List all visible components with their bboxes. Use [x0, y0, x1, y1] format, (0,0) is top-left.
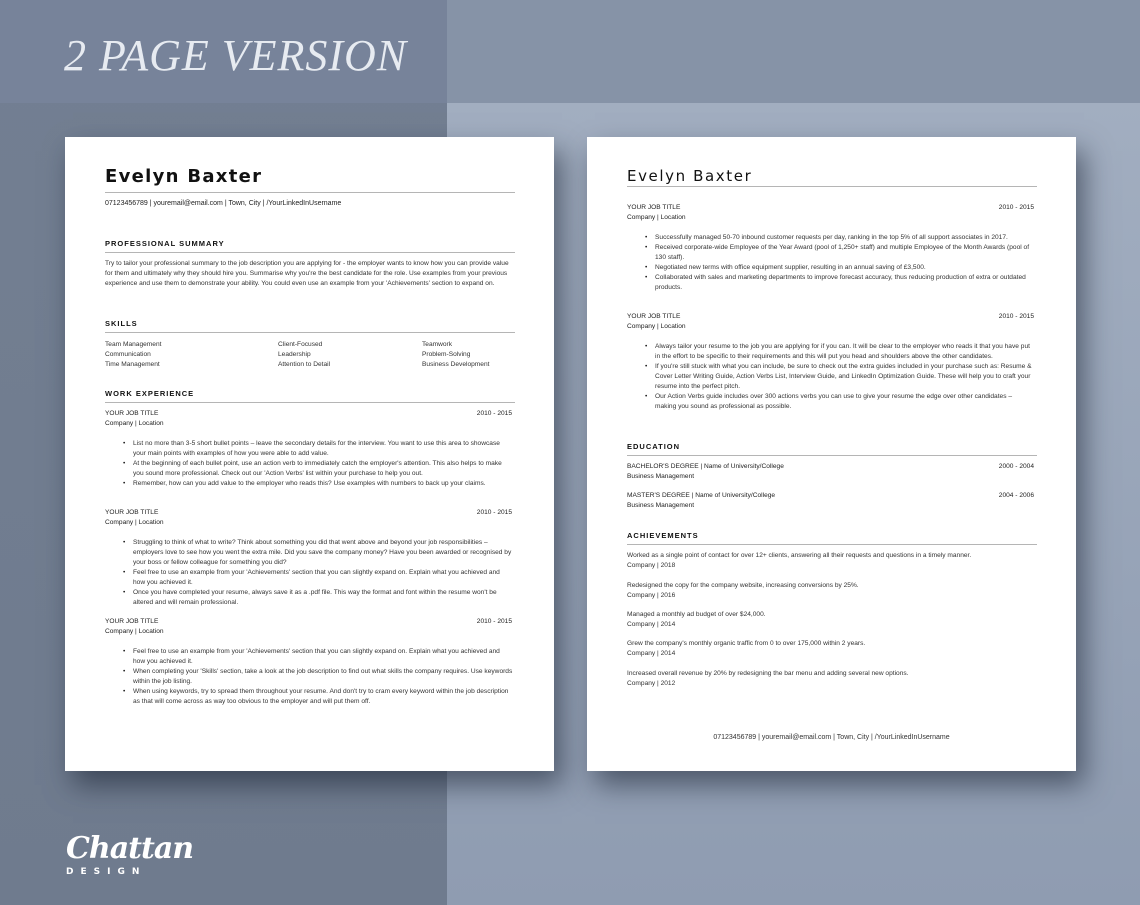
job-bullets [655, 342, 1035, 412]
job-title: YOUR JOB TITLE [105, 410, 159, 417]
bullet-item: • At the beginning of each bullet point, use an action verb to immediately catch the employer's attention. This also helps to make you sound more professional. Check out our 'Action Verbs' list within your purchase to help you out. [133, 459, 513, 479]
skill-item: Team Management [105, 341, 162, 348]
education-date: 2004 - 2006 [998, 492, 1034, 499]
skills-column [422, 340, 489, 370]
job-company: Company | Location [105, 519, 164, 526]
bullet-item: • Successfully managed 50-70 inbound customer requests per day, ranking in the top 5% of all support associates in 2017. [655, 233, 1035, 243]
achievement-meta: Company | 2014 [627, 650, 676, 657]
header-band-right [447, 0, 1140, 103]
section-title-achievements: ACHIEVEMENTS [627, 531, 699, 540]
bullet-item: • Once you have completed your resume, always save it as a .pdf file. This way the format and font within the resume won't be altered and will remain professional. [133, 588, 513, 608]
section-title-education: EDUCATION [627, 442, 681, 451]
bullet-item: • List no more than 3-5 short bullet points – leave the secondary details for the interview. You want to use this area to showcase your main points with examples of how you were able to add value. [133, 439, 513, 459]
job-title: YOUR JOB TITLE [105, 509, 159, 516]
bullet-item: • If you're still stuck with what you can include, be sure to check out the extra guides included in your purchase such as: Resume & Cover Letter Writing Guide, Action Verbs List, Interview Guide, and LinkedIn Optimization Guide. These will help you to craft your resume into the perfect pitch. [655, 362, 1035, 392]
achievement-text: Increased overall revenue by 20% by redesigning the bar menu and adding several new options. [627, 670, 909, 677]
bullet-item: • When completing your 'Skills' section, take a look at the job description to find out what skills the company requires. Use keywords within the job listing. [133, 667, 513, 687]
skill-item: Attention to Detail [278, 361, 331, 368]
achievement-text: Redesigned the copy for the company website, increasing conversions by 25%. [627, 582, 859, 589]
job-date: 2010 - 2015 [476, 410, 512, 417]
bullet-item: • Struggling to think of what to write? Think about something you did that went above and beyond your job responsibilities – employers love to see how you went the extra mile. Did you save the company money? Have you been awarded or recognised by your boss or fellow colleague for something you did? [133, 538, 513, 568]
bullet-item: • Remember, how can you add value to the employer who reads this? Use examples with numbers to back up your claims. [133, 479, 513, 489]
skill-item: Teamwork [422, 341, 453, 348]
job-company: Company | Location [105, 628, 164, 635]
bullet-item: • When using keywords, try to spread them throughout your resume. And don't try to cram every keyword within the job description as that will come across as way too obvious to the employer and will put them off. [133, 687, 513, 707]
job-title: YOUR JOB TITLE [627, 313, 681, 320]
achievement-meta: Company | 2014 [627, 621, 676, 628]
education-date: 2000 - 2004 [998, 463, 1034, 470]
achievement-text: Worked as a single point of contact for over 12+ clients, answering all their requests and questions in a timely manner. [627, 552, 972, 559]
achievement-text: Managed a monthly ad budget of over $24,000. [627, 611, 766, 618]
skill-item: Time Management [105, 361, 160, 368]
section-divider [627, 544, 1037, 545]
job-bullets [133, 647, 513, 707]
footer-contact-line: 07123456789 | youremail@email.com | Town, City | /YourLinkedInUsername [713, 734, 950, 741]
bullet-item: • Feel free to use an example from your 'Achievements' section that you can slightly expand on. Explain what you achieved and how you achieved it. [133, 647, 513, 667]
job-bullets [133, 538, 513, 608]
skill-item: Business Development [422, 361, 490, 368]
brand-subtitle: DESIGN [66, 867, 147, 877]
section-title-work: WORK EXPERIENCE [105, 389, 195, 398]
job-date: 2010 - 2015 [998, 313, 1034, 320]
achievement-text: Grew the company's monthly organic traffic from 0 to over 175,000 within 2 years. [627, 640, 866, 647]
education-field: Business Management [627, 502, 695, 509]
job-date: 2010 - 2015 [998, 204, 1034, 211]
bullet-item: • Negotiated new terms with office equipment supplier, resulting in an annual saving of £3,500. [655, 263, 1035, 273]
achievement-meta: Company | 2016 [627, 592, 676, 599]
job-title: YOUR JOB TITLE [105, 618, 159, 625]
job-bullets [133, 439, 513, 489]
skill-item: Problem-Solving [422, 351, 471, 358]
skill-item: Leadership [278, 351, 311, 358]
brand-script-text: Chattan [66, 831, 194, 866]
summary-text: Try to tailor your professional summary to the job description you are applying for - the employer wants to know how you can provide value for them and ultimately why they should hire you. Summarise why you're the best candidate for the role. Use examples from your previous experience and use them to demonstrate your ability. You could even use an example from your 'Achievements' section to expand on. [105, 260, 509, 287]
achievement-meta: Company | 2018 [627, 562, 676, 569]
skill-item: Client-Focused [278, 341, 323, 348]
name-divider [105, 192, 515, 193]
bullet-item: • Feel free to use an example from your 'Achievements' section that you can slightly expand on. Explain what you achieved and how you achieved it. [133, 568, 513, 588]
resume-page-2 [587, 137, 1076, 771]
contact-line: 07123456789 | youremail@email.com | Town, City | /YourLinkedInUsername [105, 200, 342, 207]
candidate-name: Evelyn Baxter [627, 167, 753, 185]
candidate-name: Evelyn Baxter [105, 166, 263, 187]
job-title: YOUR JOB TITLE [627, 204, 681, 211]
bullet-item: • Collaborated with sales and marketing departments to improve forecast accuracy, thus reducing production of extra or outdated products. [655, 273, 1035, 293]
job-date: 2010 - 2015 [476, 509, 512, 516]
education-degree: BACHELOR'S DEGREE | Name of University/College [627, 463, 784, 470]
education-field: Business Management [627, 473, 695, 480]
education-degree: MASTER'S DEGREE | Name of University/College [627, 492, 776, 499]
section-divider [105, 252, 515, 253]
job-company: Company | Location [627, 214, 686, 221]
section-divider [105, 402, 515, 403]
name-divider [627, 186, 1037, 187]
resume-page-1 [65, 137, 554, 771]
job-bullets [655, 233, 1035, 293]
brand-logo [66, 831, 194, 877]
bullet-item: • Always tailor your resume to the job you are applying for if you can. It will be clear to the employer who reads it that you have put in the effort to be specific to their requirements and this will put you head and shoulders above the other candidates. [655, 342, 1035, 362]
skills-column [278, 340, 330, 370]
bullet-item: • Received corporate-wide Employee of the Year Award (pool of 1,250+ staff) and multiple Employee of the Month Awards (pool of 130 staff). [655, 243, 1035, 263]
skills-column [105, 340, 161, 370]
skill-item: Communication [105, 351, 151, 358]
job-company: Company | Location [105, 420, 164, 427]
banner-heading: 2 PAGE VERSION [64, 31, 408, 80]
job-company: Company | Location [627, 323, 686, 330]
section-divider [105, 332, 515, 333]
section-title-skills: SKILLS [105, 319, 138, 328]
bullet-item: • Our Action Verbs guide includes over 300 actions verbs you can use to give your resume the edge over other candidates – making you sound as professional as possible. [655, 392, 1035, 412]
section-divider [627, 455, 1037, 456]
job-date: 2010 - 2015 [476, 618, 512, 625]
achievement-meta: Company | 2012 [627, 680, 676, 687]
section-title-summary: PROFESSIONAL SUMMARY [105, 239, 225, 248]
